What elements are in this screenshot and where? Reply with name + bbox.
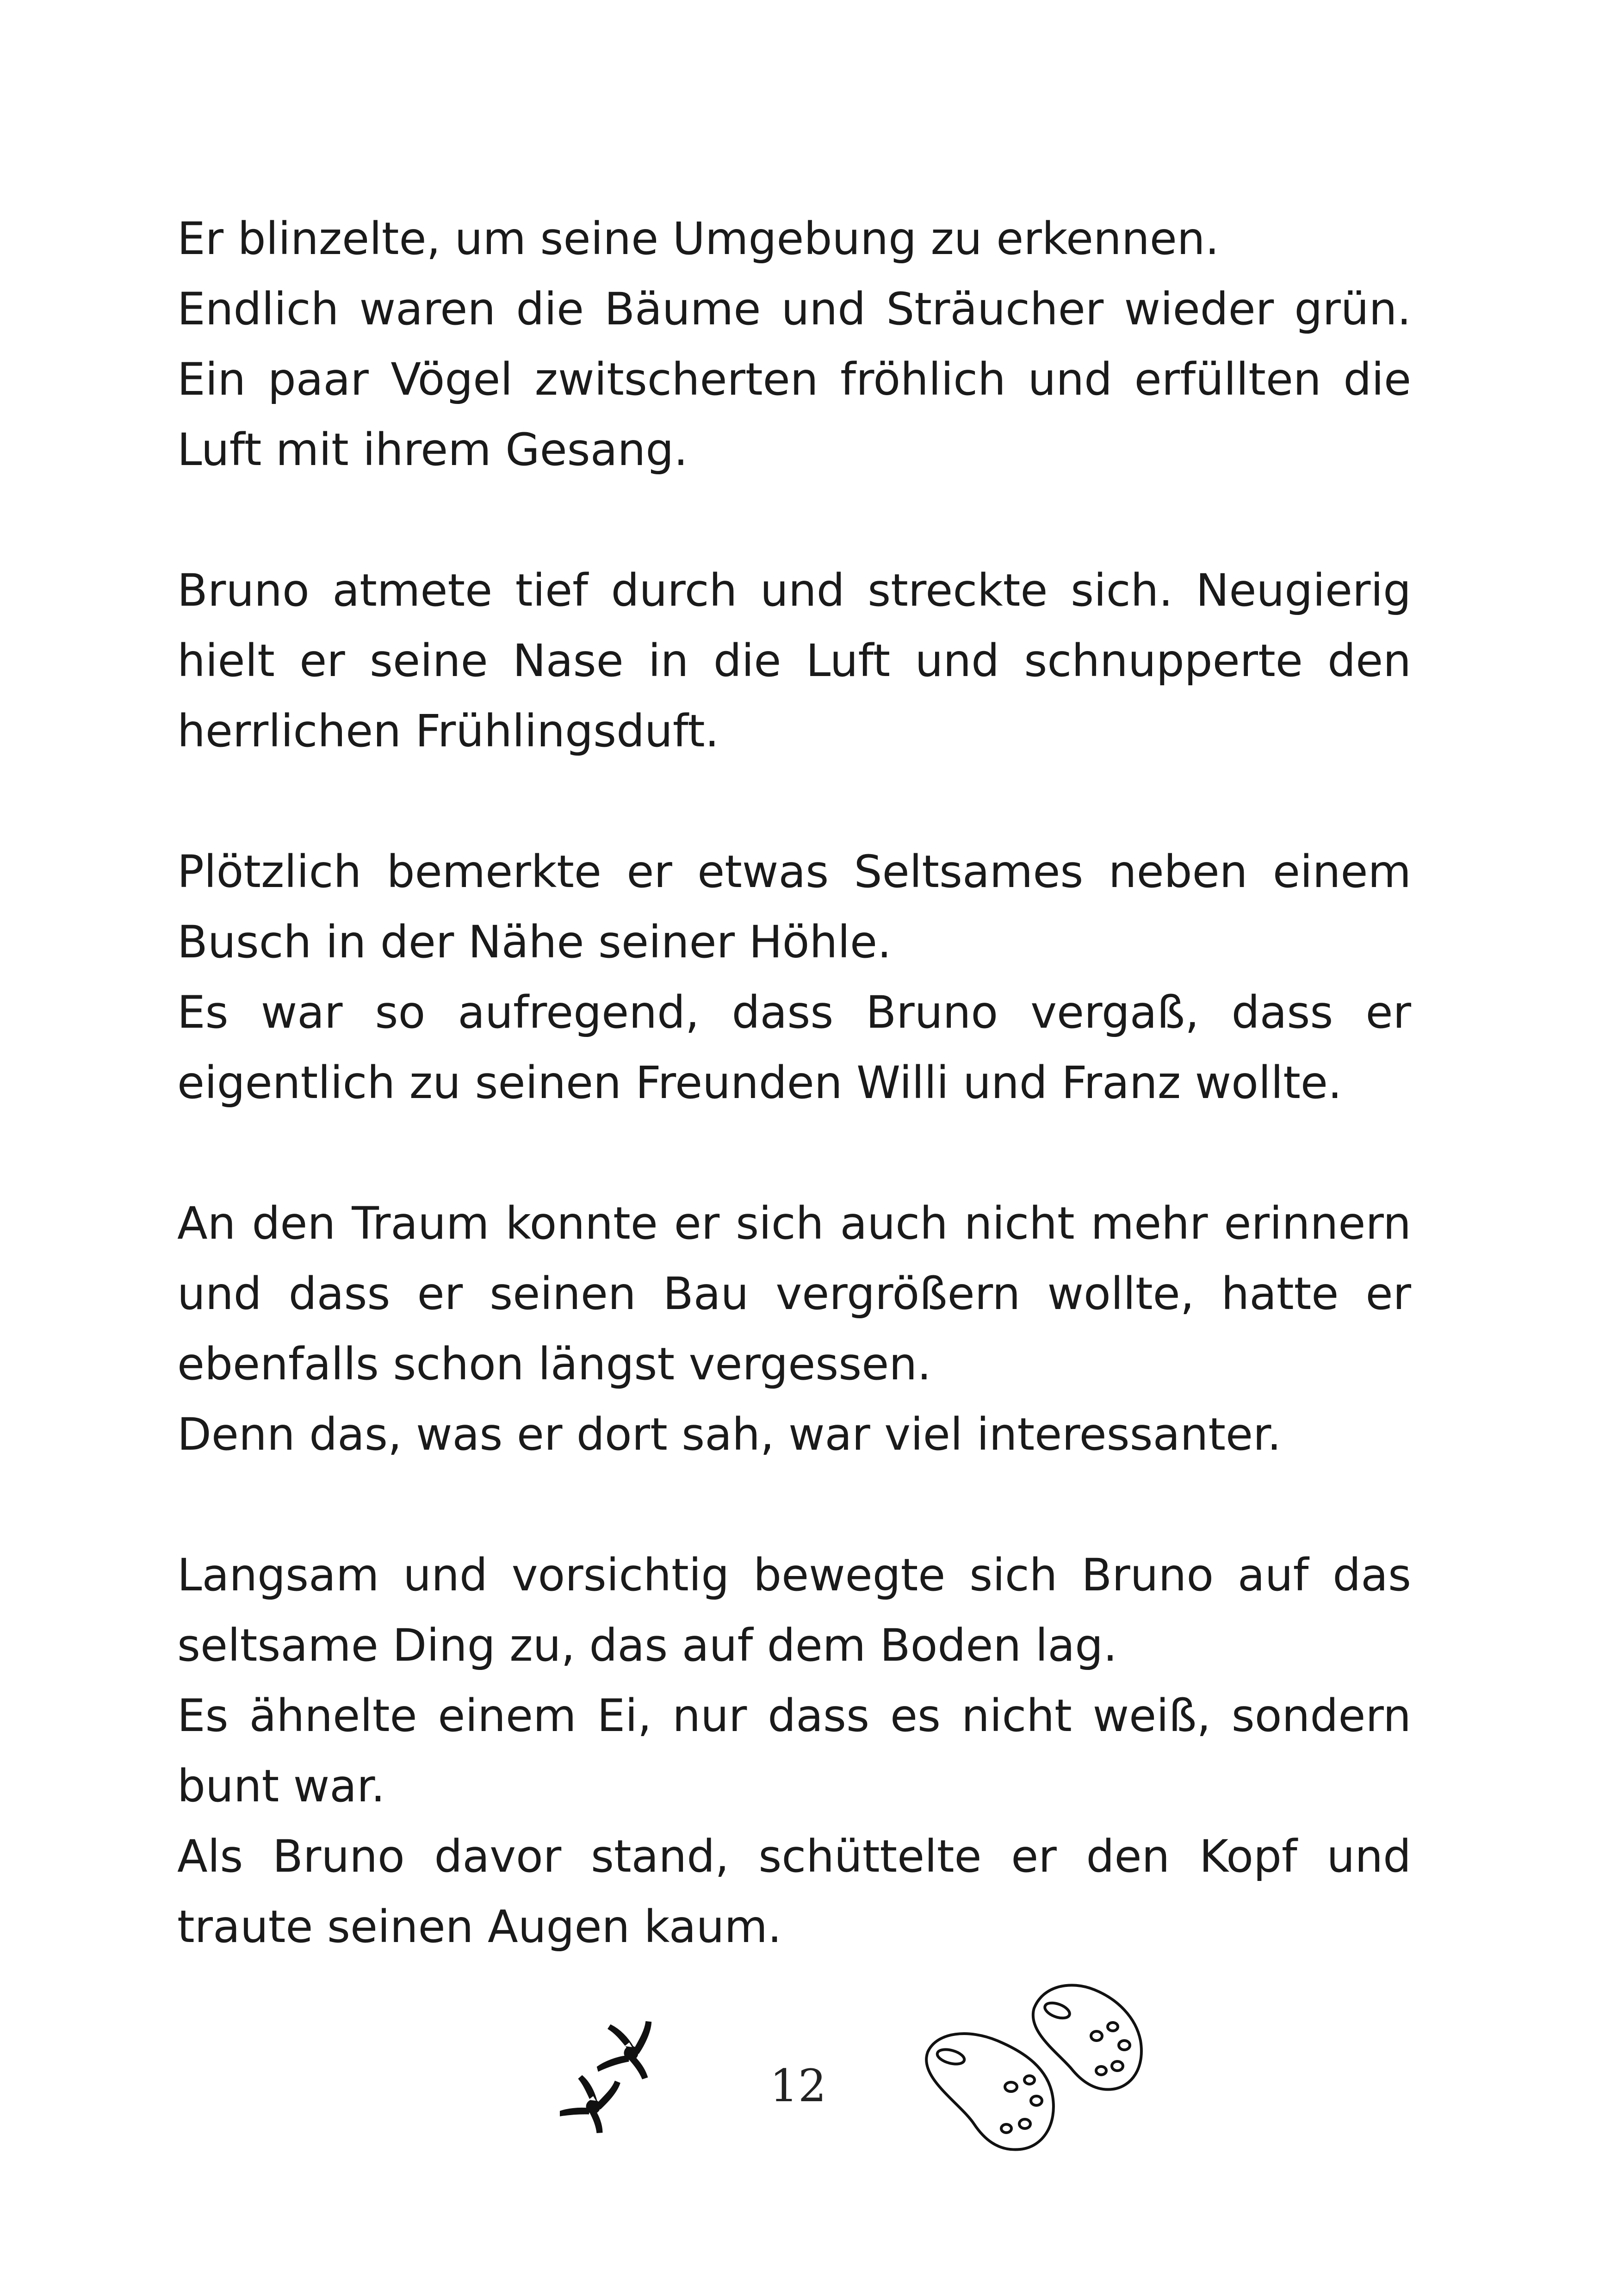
paragraph-3-line-2: Es war so aufregend, dass Bruno vergaß, dass er eigentlich zu seinen Freunden Willi und Franz wollte. xyxy=(177,987,1411,1109)
paragraph-4-line-1: An den Traum konnte er sich auch nicht mehr erinnern und dass er seinen Bau vergrößern wollte, hatte er ebenfalls schon längst vergessen. xyxy=(177,1198,1411,1390)
paragraph-5-line-2: Es ähnelte einem Ei, nur dass es nicht weiß, sondern bunt war. xyxy=(177,1690,1411,1812)
story-text xyxy=(177,204,1411,1962)
paragraph-1-line-1: Er blinzelte, um seine Umgebung zu erkennen. xyxy=(177,213,1220,265)
bunny-pawprints-icon xyxy=(918,1976,1168,2170)
paragraph-5-line-3: Als Bruno davor stand, schüttelte er den Kopf und traute seinen Augen kaum. xyxy=(177,1831,1411,1953)
paragraph-1-line-2: Endlich waren die Bäume und Sträucher wieder grün. Ein paar Vögel zwitscherten fröhlich und erfüllten die Luft mit ihrem Gesang. xyxy=(177,283,1411,476)
paragraph-2-line-1: Bruno atmete tief durch und streckte sich. Neugierig hielt er seine Nase in die Luft und schnupperte den herrlichen Frühlingsduft. xyxy=(177,565,1411,757)
page-number: 12 xyxy=(769,2060,827,2112)
bird-footprints-icon xyxy=(560,2017,685,2138)
paragraph-3-line-1: Plötzlich bemerkte er etwas Seltsames neben einem Busch in der Nähe seiner Höhle. xyxy=(177,846,1411,968)
paragraph-4-line-2: Denn das, was er dort sah, war viel interessanter. xyxy=(177,1409,1282,1460)
paragraph-5-line-1: Langsam und vorsichtig bewegte sich Bruno auf das seltsame Ding zu, das auf dem Boden lag. xyxy=(177,1549,1411,1671)
